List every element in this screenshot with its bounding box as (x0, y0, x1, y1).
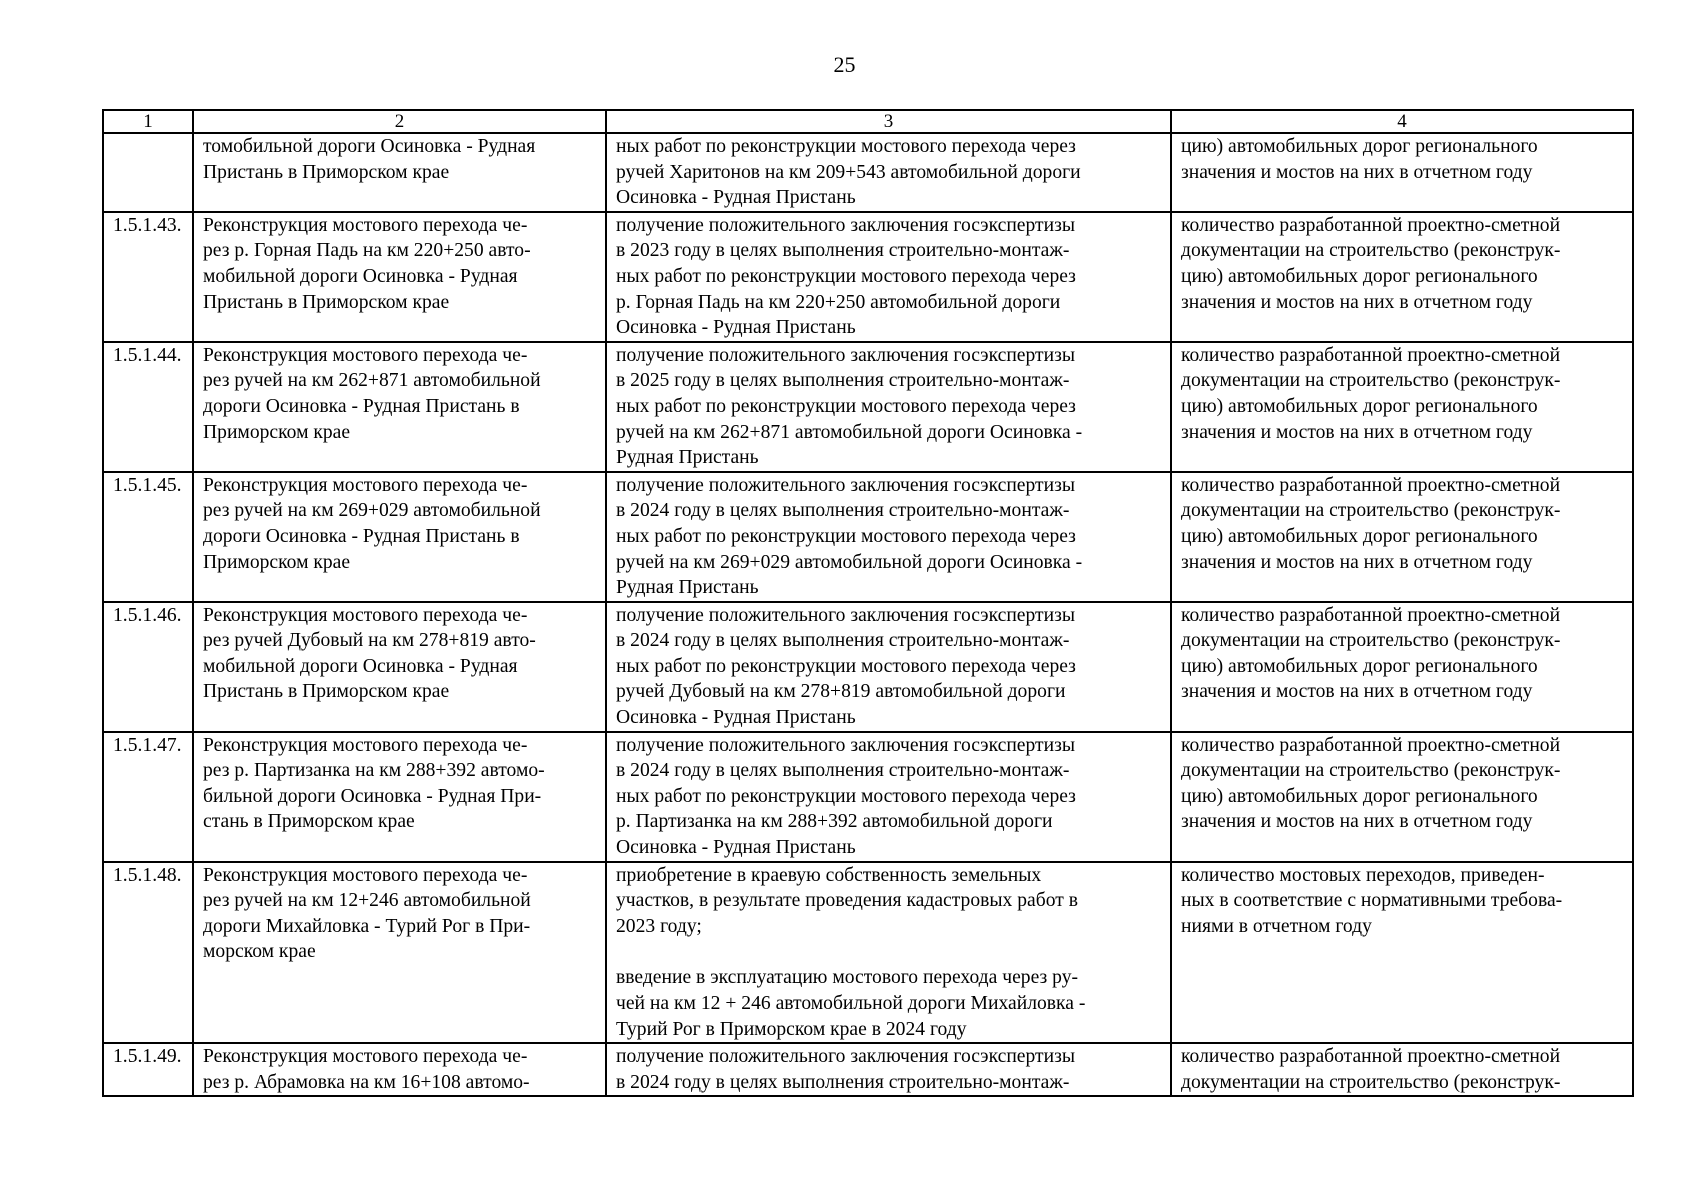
result-paragraph: ных работ по реконструкции мостового перехода через ручей Харитонов на км 209+543 автомобильной дороги Осиновка - Рудная Пристань (616, 136, 1081, 209)
result-paragraph: введение в эксплуатацию мостового перехода через ру- чей на км 12 + 246 автомобильной дороги Михайловка - Турий Рог в Приморском крае в 2024 году (616, 967, 1086, 1040)
row-number: 1.5.1.44. (103, 342, 193, 472)
indicator-text: количество разработанной проектно-сметной документации на строительство (реконструк- (1181, 1046, 1561, 1093)
table-row (103, 862, 1633, 1044)
row-number: 1.5.1.43. (103, 212, 193, 342)
measure-name (193, 1043, 606, 1096)
expected-result (606, 472, 1171, 602)
measure-name-text: Реконструкция мостового перехода че- рез ручей на км 269+029 автомобильной дороги Осиновка - Рудная Пристань в Приморском крае (203, 474, 541, 573)
measure-name (193, 133, 606, 212)
indicator-text: цию) автомобильных дорог регионального значения и мостов на них в отчетном году (1181, 136, 1538, 183)
indicator (1171, 732, 1633, 862)
row-number: 1.5.1.45. (103, 472, 193, 602)
measure-name-text: Реконструкция мостового перехода че- рез р. Партизанка на км 288+392 автомо- бильной дороги Осиновка - Рудная При- стань в Приморском крае (203, 734, 545, 833)
column-header: 2 (193, 110, 606, 133)
indicator-text: количество разработанной проектно-сметной документации на строительство (реконструк- цию) автомобильных дорог регионального значения и мостов на них в отчетном году (1181, 734, 1561, 833)
measures-table (102, 109, 1634, 1097)
result-paragraph: получение положительного заключения госэкспертизы в 2024 году в целях выполнения строительно-монтаж- (616, 1046, 1075, 1093)
expected-result (606, 342, 1171, 472)
result-paragraph: получение положительного заключения госэкспертизы в 2024 году в целях выполнения строительно-монтаж- ных работ по реконструкции мостового перехода через р. Партизанка на км 288+392 автомобильной дороги Осиновка - Рудная Пристань (616, 734, 1076, 859)
table-row (103, 1043, 1633, 1096)
expected-result (606, 212, 1171, 342)
row-number (103, 133, 193, 212)
column-header: 3 (606, 110, 1171, 133)
result-paragraph: получение положительного заключения госэкспертизы в 2024 году в целях выполнения строительно-монтаж- ных работ по реконструкции мостового перехода через ручей Дубовый на км 278+819 автомобильной дороги Осиновка - Рудная Пристань (616, 604, 1076, 729)
table-row (103, 212, 1633, 342)
table-row (103, 472, 1633, 602)
table-row (103, 602, 1633, 732)
row-number: 1.5.1.46. (103, 602, 193, 732)
expected-result (606, 602, 1171, 732)
measure-name-text: Реконструкция мостового перехода че- рез ручей Дубовый на км 278+819 авто- мобильной дороги Осиновка - Рудная Пристань в Приморском крае (203, 604, 536, 703)
page-number: 25 (833, 52, 856, 77)
indicator-text: количество разработанной проектно-сметной документации на строительство (реконструк- цию) автомобильных дорог регионального значения и мостов на них в отчетном году (1181, 344, 1561, 443)
indicator (1171, 472, 1633, 602)
row-number: 1.5.1.48. (103, 862, 193, 1044)
indicator (1171, 342, 1633, 472)
expected-result (606, 133, 1171, 212)
table-row (103, 732, 1633, 862)
measure-name (193, 472, 606, 602)
column-header: 1 (103, 110, 193, 133)
indicator (1171, 602, 1633, 732)
result-paragraph: приобретение в краевую собственность земельных участков, в результате проведения кадастровых работ в 2023 году; (616, 864, 1078, 937)
result-paragraph: получение положительного заключения госэкспертизы в 2023 году в целях выполнения строительно-монтаж- ных работ по реконструкции мостового перехода через р. Горная Падь на км 220+250 автомобильной дороги Осиновка - Рудная Пристань (616, 214, 1076, 339)
indicator (1171, 212, 1633, 342)
row-number: 1.5.1.47. (103, 732, 193, 862)
table-body (103, 133, 1633, 1096)
measure-name-text: Реконструкция мостового перехода че- рез ручей на км 262+871 автомобильной дороги Осиновка - Рудная Пристань в Приморском крае (203, 344, 541, 443)
column-header: 4 (1171, 110, 1633, 133)
indicator (1171, 862, 1633, 1044)
expected-result (606, 862, 1171, 1044)
measure-name-text: Реконструкция мостового перехода че- рез ручей на км 12+246 автомобильной дороги Михайловка - Турий Рог в При- морском крае (203, 864, 531, 963)
indicator-text: количество разработанной проектно-сметной документации на строительство (реконструк- цию) автомобильных дорог регионального значения и мостов на них в отчетном году (1181, 214, 1561, 313)
table-row (103, 342, 1633, 472)
indicator (1171, 133, 1633, 212)
table-header-row (103, 110, 1633, 133)
measure-name-text: Реконструкция мостового перехода че- рез р. Горная Падь на км 220+250 авто- мобильной дороги Осиновка - Рудная Пристань в Приморском крае (203, 214, 531, 313)
indicator (1171, 1043, 1633, 1096)
measure-name-text: томобильной дороги Осиновка - Рудная Пристань в Приморском крае (203, 136, 536, 183)
result-paragraph: получение положительного заключения госэкспертизы в 2024 году в целях выполнения строительно-монтаж- ных работ по реконструкции мостового перехода через ручей на км 269+029 автомобильной дороги Осиновка - Рудная Пристань (616, 474, 1083, 599)
indicator-text: количество разработанной проектно-сметной документации на строительство (реконструк- цию) автомобильных дорог регионального значения и мостов на них в отчетном году (1181, 474, 1561, 573)
measure-name (193, 862, 606, 1044)
measure-name (193, 602, 606, 732)
measure-name (193, 732, 606, 862)
expected-result (606, 1043, 1171, 1096)
expected-result (606, 732, 1171, 862)
measure-name (193, 212, 606, 342)
result-paragraph: получение положительного заключения госэкспертизы в 2025 году в целях выполнения строительно-монтаж- ных работ по реконструкции мостового перехода через ручей на км 262+871 автомобильной дороги Осиновка - Рудная Пристань (616, 344, 1083, 469)
paragraph-gap (616, 939, 1162, 965)
measure-name-text: Реконструкция мостового перехода че- рез р. Абрамовка на км 16+108 автомо- (203, 1046, 530, 1093)
measure-name (193, 342, 606, 472)
indicator-text: количество мостовых переходов, приведен- ных в соответствие с нормативными требова- ниями в отчетном году (1181, 864, 1563, 937)
indicator-text: количество разработанной проектно-сметной документации на строительство (реконструк- цию) автомобильных дорог регионального значения и мостов на них в отчетном году (1181, 604, 1561, 703)
row-number: 1.5.1.49. (103, 1043, 193, 1096)
table-row (103, 133, 1633, 212)
